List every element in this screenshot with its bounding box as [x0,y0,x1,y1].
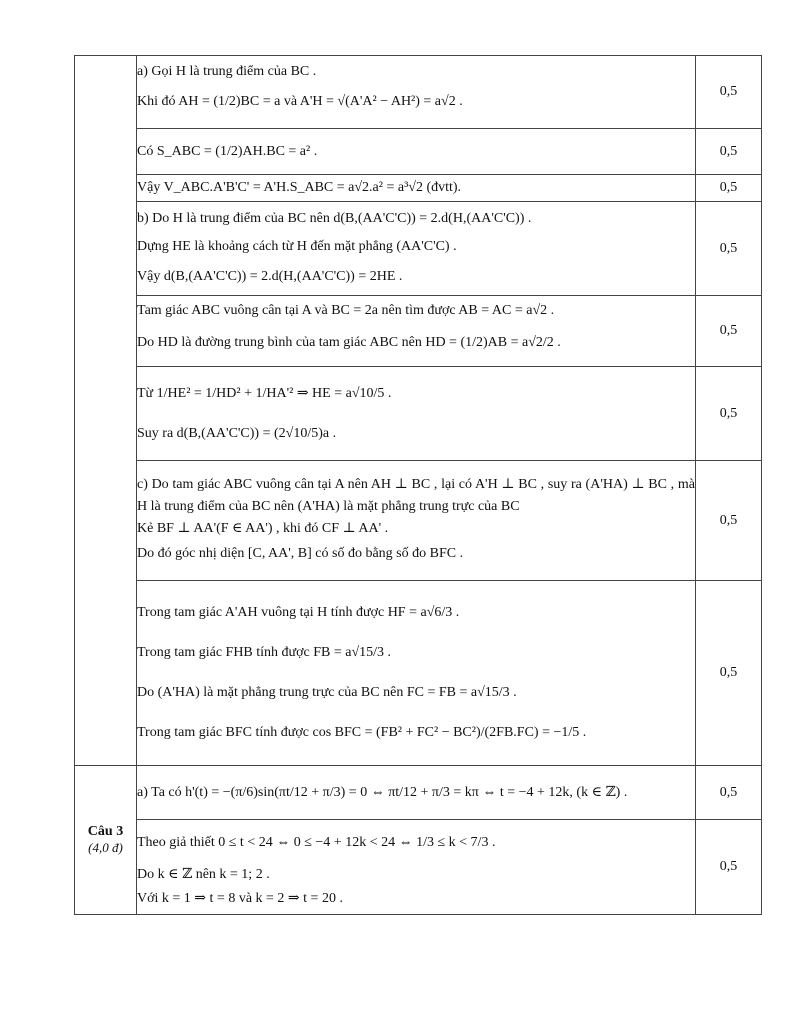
score-8: 0,5 [696,581,762,766]
row-4-line-3: Vậy d(B,(AA'C'C)) = 2.d(H,(AA'C'C)) = 2HE . [137,268,403,284]
row-3-line-1: Vậy V_ABC.A'B'C' = A'H.S_ABC = a√2.a² = a³√2 (đvtt). [137,180,462,196]
score-3: 0,5 [696,175,762,202]
row-10-line-2: Do k ∈ ℤ nên k = 1; 2 . [137,867,270,883]
row-3 [137,175,696,202]
row-8-line-3: Do (A'HA) là mặt phẳng trung trực của BC nên FC = FB = a√15/3 . [137,685,517,701]
row-9-line-1: a) Ta có h'(t) = −(π/6)sin(πt/12 + π/3) = 0 ⇔ πt/12 + π/3 = kπ ⇔ t = −4 + 12k, (k ∈ ℤ) . [137,784,628,800]
answer-table [74,55,762,915]
row-8 [137,581,696,766]
row-4 [137,202,696,296]
row-4-line-1: b) Do H là trung điểm của BC nên d(B,(AA'C'C)) = 2.d(H,(AA'C'C)) . [137,210,532,226]
row-7-line-1: c) Do tam giác ABC vuông cân tại A nên AH ⊥ BC , lại có A'H ⊥ BC , suy ra (A'HA) ⊥ BC , mà H là trung điểm của BC nên (A'HA) là mặt phẳng trung trực của BC [137,476,695,514]
row-10-line-1: Theo giả thiết 0 ≤ t < 24 ⇔ 0 ≤ −4 + 12k < 24 ⇔ 1/3 ≤ k < 7/3 . [137,835,496,851]
question-3-title: Câu 3 [87,824,124,839]
score-2: 0,5 [696,129,762,175]
row-5-line-2: Do HD là đường trung bình của tam giác ABC nên HD = (1/2)AB = a√2/2 . [137,335,561,351]
row-1-line-1: a) Gọi H là trung điểm của BC . [137,64,317,80]
score-4: 0,5 [696,202,762,296]
row-8-line-1: Trong tam giác A'AH vuông tại H tính được HF = a√6/3 . [137,605,460,621]
question-3-points: (4,0 đ) [88,840,123,855]
row-2 [137,129,696,175]
row-8-line-4: Trong tam giác BFC tính được cos BFC = (FB² + FC² − BC²)/(2FB.FC) = −1/5 . [137,725,587,741]
row-6-line-1: Từ 1/HE² = 1/HD² + 1/HA'² ⇒ HE = a√10/5 . [137,385,392,401]
question-3-label [75,766,137,915]
row-10 [137,820,696,915]
score-5: 0,5 [696,296,762,367]
score-9: 0,5 [696,766,762,820]
row-2-line-1: Có S_ABC = (1/2)AH.BC = a² . [137,143,318,159]
row-9 [137,766,696,820]
row-7-line-2: Kẻ BF ⊥ AA'(F ∈ AA') , khi đó CF ⊥ AA' . [137,521,389,537]
score-6: 0,5 [696,367,762,461]
row-5-line-1: Tam giác ABC vuông cân tại A và BC = 2a nên tìm được AB = AC = a√2 . [137,303,555,319]
row-6-line-2: Suy ra d(B,(AA'C'C)) = (2√10/5)a . [137,425,337,441]
row-10-line-3: Với k = 1 ⇒ t = 8 và k = 2 ⇒ t = 20 . [137,891,343,907]
score-7: 0,5 [696,461,762,581]
score-10: 0,5 [696,820,762,915]
row-1-line-2: Khi đó AH = (1/2)BC = a và A'H = √(A'A² − AH²) = a√2 . [137,94,463,110]
row-6 [137,367,696,461]
question-label-cell-empty [75,56,137,766]
row-7 [137,461,696,581]
score-1: 0,5 [696,56,762,129]
row-8-line-2: Trong tam giác FHB tính được FB = a√15/3 . [137,645,392,661]
row-7-line-3: Do đó góc nhị diện [C, AA', B] có số đo bằng số đo BFC . [137,546,464,562]
row-1 [137,56,696,129]
row-4-line-2: Dựng HE là khoảng cách từ H đến mặt phẳng (AA'C'C) . [137,238,457,254]
row-5 [137,296,696,367]
